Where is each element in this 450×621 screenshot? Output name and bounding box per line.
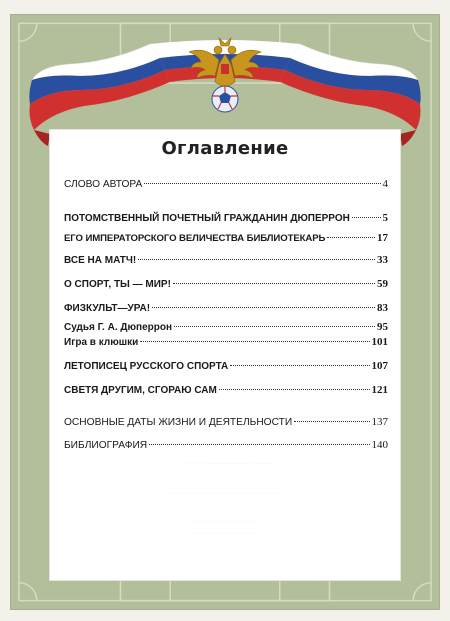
dot-leader: [149, 444, 369, 445]
toc-entry: [64, 254, 388, 266]
toc-entry-title: ЕГО ИМПЕРАТОРСКОГО ВЕЛИЧЕСТВА БИБЛИОТЕКАРЬ: [64, 233, 326, 244]
toc-entry-title: СВЕТЯ ДРУГИМ, СГОРАЮ САМ: [64, 385, 217, 396]
dot-leader: [173, 283, 375, 284]
toc-entry-title: Игра в клюшки: [64, 337, 139, 348]
dot-leader: [144, 183, 380, 184]
show-through-text: · · · · · · · · · · · · · · · · · · · · · · · · · · · · · ·: [164, 490, 286, 498]
show-through-text: · · · · · · · · · · · · · · · · · · · · · · ·: [178, 460, 272, 468]
toc-entry-page-number: 121: [371, 384, 388, 396]
toc-entry-page-number: 140: [371, 439, 388, 451]
dot-leader: [352, 217, 381, 218]
toc-entry-page-number: 101: [371, 336, 388, 348]
toc-entry: [64, 178, 388, 190]
toc-entry: [64, 321, 388, 333]
toc-entry: [64, 232, 388, 244]
toc-entry-page-number: 4: [382, 178, 388, 190]
toc-entry-page-number: 83: [377, 302, 388, 314]
dot-leader: [230, 365, 369, 366]
toc-entry-page-number: 59: [377, 278, 388, 290]
dot-leader: [140, 341, 369, 342]
toc-entry-page-number: 5: [382, 212, 388, 224]
toc-entry-title: ОСНОВНЫЕ ДАТЫ ЖИЗНИ И ДЕЯТЕЛЬНОСТИ: [64, 417, 293, 428]
toc-entry: [64, 384, 388, 396]
toc-entry-page-number: 17: [377, 232, 388, 244]
show-through-text: · · · · · · · · · · · · · · · · · ·: [189, 530, 261, 538]
toc-entry-page-number: 33: [377, 254, 388, 266]
toc-entry-page-number: 107: [371, 360, 388, 372]
toc-entry-page-number: 95: [377, 321, 388, 333]
toc-entry-title: ФИЗКУЛЬТ—УРА!: [64, 303, 151, 314]
toc-entry-title: ВСЕ НА МАТЧ!: [64, 255, 137, 266]
toc-entry-title: СЛОВО АВТОРА: [64, 179, 143, 190]
toc-entry-page-number: 137: [371, 416, 388, 428]
toc-entry: [64, 360, 388, 372]
toc-entry: [64, 416, 388, 428]
toc-entry-title: ЛЕТОПИСЕЦ РУССКОГО СПОРТА: [64, 361, 229, 372]
dot-leader: [294, 421, 369, 422]
dot-leader: [327, 237, 375, 238]
contents-page: [50, 130, 400, 580]
soccer-ball-icon: [210, 84, 240, 114]
dot-leader: [174, 326, 375, 327]
toc-entry-title: ПОТОМСТВЕННЫЙ ПОЧЕТНЫЙ ГРАЖДАНИН ДЮПЕРРОН: [64, 213, 350, 224]
toc-entry: [64, 212, 388, 224]
toc-entry-title: Судья Г. А. Дюперрон: [64, 322, 173, 333]
page-title: Оглавление: [161, 138, 289, 159]
toc-entry-title: БИБЛИОГРАФИЯ: [64, 440, 148, 451]
dot-leader: [138, 259, 375, 260]
toc-entry: [64, 336, 388, 348]
toc-entry: [64, 439, 388, 451]
toc-entry: [64, 302, 388, 314]
toc-entry-title: О СПОРТ, ТЫ — МИР!: [64, 279, 171, 290]
dot-leader: [152, 307, 375, 308]
toc-entry: [64, 278, 388, 290]
show-through-text: · · · · · · · · · · · · · · · · · ·: [189, 518, 261, 526]
dot-leader: [219, 389, 370, 390]
